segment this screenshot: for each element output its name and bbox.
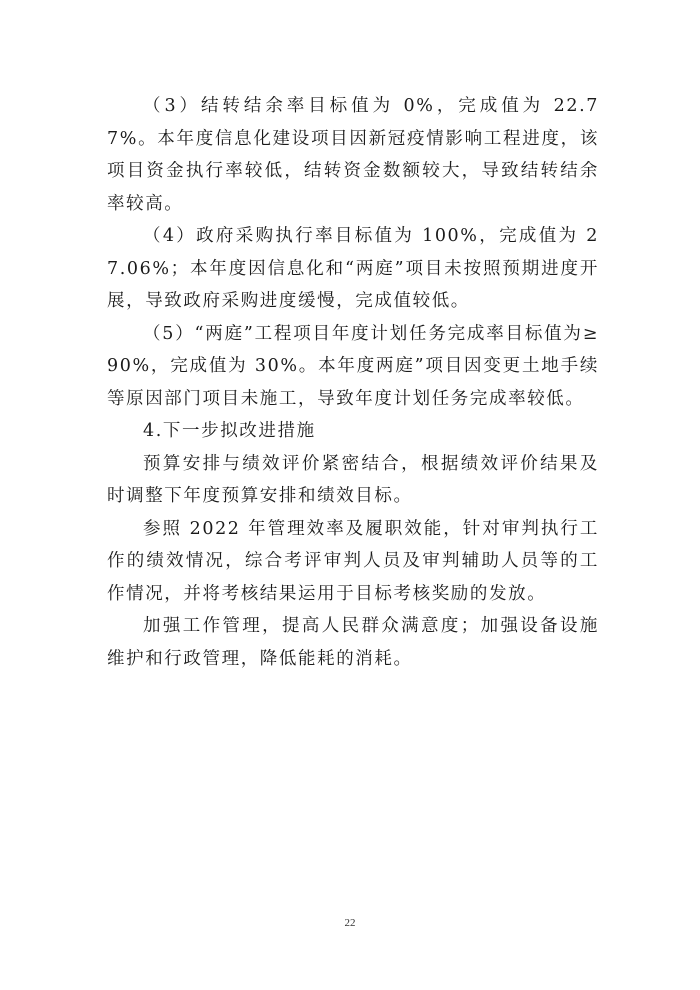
paragraph-measure-evaluation: 参照 2022 年管理效率及履职效能，针对审判执行工作的绩效情况，综合考评审判人员及审判辅助人员等的工作情况，并将考核结果运用于目标考核奖励的发放。 xyxy=(107,518,599,604)
document-body xyxy=(107,90,599,675)
paragraph-measure-budget: 预算安排与绩效评价紧密结合，根据绩效评价结果及时调整下年度预算安排和绩效目标。 xyxy=(107,453,599,506)
page-number: 22 xyxy=(344,917,356,929)
paragraph-procurement-rate: （4）政府采购执行率目标值为 100%，完成值为 27.06%；本年度因信息化和“两庭”项目未按照预期进度开展，导致政府采购进度缓慢，完成值较低。 xyxy=(107,226,599,311)
section-heading: 4.下一步拟改进措施 xyxy=(143,421,316,441)
paragraph-carryover-rate: （3）结转结余率目标值为 0%，完成值为 22.77%。本年度信息化建设项目因新冠疫情影响工程进度，该项目资金执行率较低，结转资金数额较大，导致结转结余率较高。 xyxy=(107,96,599,214)
paragraph-measure-management: 加强工作管理，提高人民群众满意度；加强设备设施维护和行政管理，降低能耗的消耗。 xyxy=(107,616,599,669)
paragraph-project-completion-rate: （5）“两庭”工程项目年度计划任务完成率目标值为≥90%，完成值为 30%。本年度两庭”项目因变更土地手续等原因部门项目未施工，导致年度计划任务完成率较低。 xyxy=(107,323,599,409)
